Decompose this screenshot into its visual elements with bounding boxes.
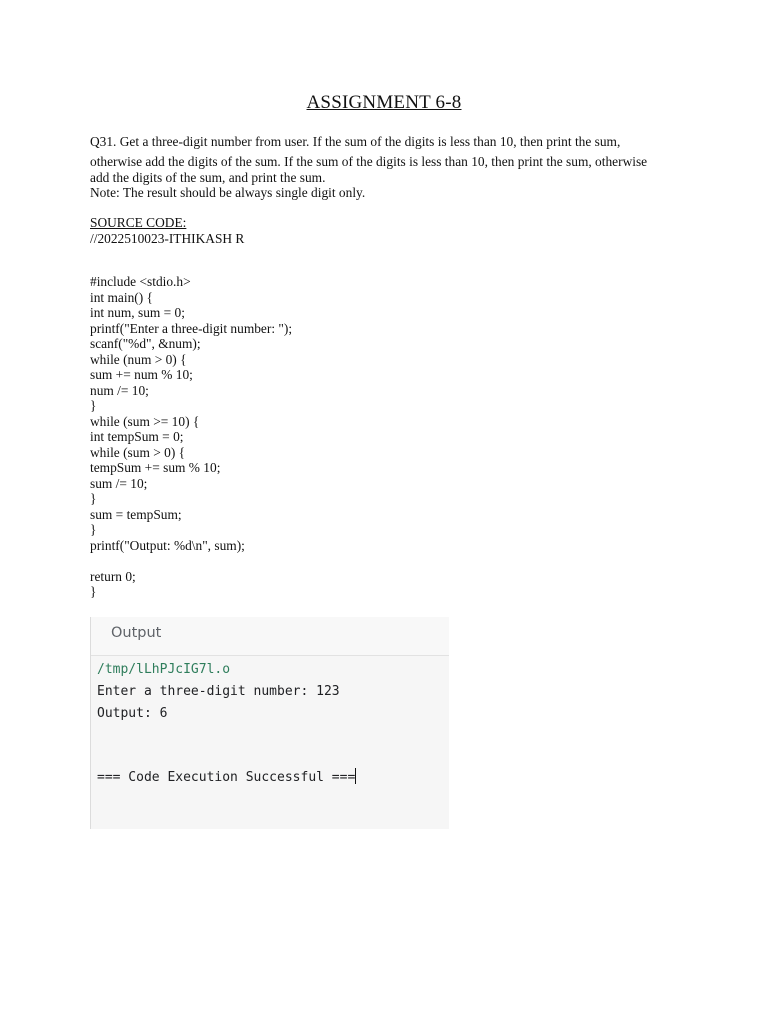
code-line: int main() { bbox=[90, 289, 153, 305]
code-line: sum /= 10; bbox=[90, 475, 148, 491]
code-line: while (sum >= 10) { bbox=[90, 413, 200, 429]
code-line: sum += num % 10; bbox=[90, 367, 193, 382]
output-header bbox=[91, 617, 449, 656]
code-line: while (num > 0) { bbox=[90, 351, 187, 367]
output-blank-line bbox=[97, 725, 356, 747]
source-code-block bbox=[90, 274, 292, 600]
question-text bbox=[90, 134, 680, 150]
source-code-heading: SOURCE CODE: bbox=[90, 215, 187, 230]
code-line: int tempSum = 0; bbox=[90, 429, 184, 444]
code-line: return 0; bbox=[90, 568, 136, 584]
code-line: printf("Enter a three-digit number: "); bbox=[90, 320, 293, 336]
code-line: } bbox=[90, 398, 97, 413]
output-prompt-line: Enter a three-digit number: 123 bbox=[97, 684, 340, 699]
text-cursor bbox=[355, 768, 356, 784]
code-line: sum = tempSum; bbox=[90, 506, 182, 522]
output-console[interactable] bbox=[97, 659, 356, 789]
code-line: } bbox=[90, 522, 97, 537]
code-line: #include <stdio.h> bbox=[90, 274, 191, 289]
output-title: Output bbox=[111, 625, 162, 641]
output-status-line bbox=[97, 767, 356, 789]
question-line: add the digits of the sum, and print the sum. bbox=[90, 169, 326, 185]
code-line: } bbox=[90, 584, 97, 599]
code-line: scanf("%d", &num); bbox=[90, 336, 201, 351]
code-line: while (sum > 0) { bbox=[90, 444, 186, 460]
output-panel bbox=[90, 617, 449, 829]
note-line: Note: The result should be always single digit only. bbox=[90, 185, 366, 200]
question-text-continued bbox=[90, 154, 680, 201]
code-line-blank bbox=[90, 553, 292, 569]
output-blank-line bbox=[97, 747, 356, 767]
code-line: int num, sum = 0; bbox=[90, 305, 185, 320]
author-comment: //2022510023-ITHIKASH R bbox=[90, 231, 245, 246]
output-file-path: /tmp/lLhPJcIG7l.o bbox=[97, 662, 231, 677]
code-line: num /= 10; bbox=[90, 382, 149, 398]
code-line: } bbox=[90, 491, 97, 506]
question-line: otherwise add the digits of the sum. If the sum of the digits is less than 10, then print the sum, otherwise bbox=[90, 154, 648, 169]
question-line: Q31. Get a three-digit number from user. If the sum of the digits is less than 10, then print the sum, bbox=[90, 134, 621, 149]
page-title: ASSIGNMENT 6-8 bbox=[306, 92, 462, 113]
code-line: tempSum += sum % 10; bbox=[90, 460, 221, 475]
output-result-line: Output: 6 bbox=[97, 706, 168, 721]
output-status-text: === Code Execution Successful === bbox=[97, 770, 356, 785]
code-line: printf("Output: %d\n", sum); bbox=[90, 537, 245, 553]
